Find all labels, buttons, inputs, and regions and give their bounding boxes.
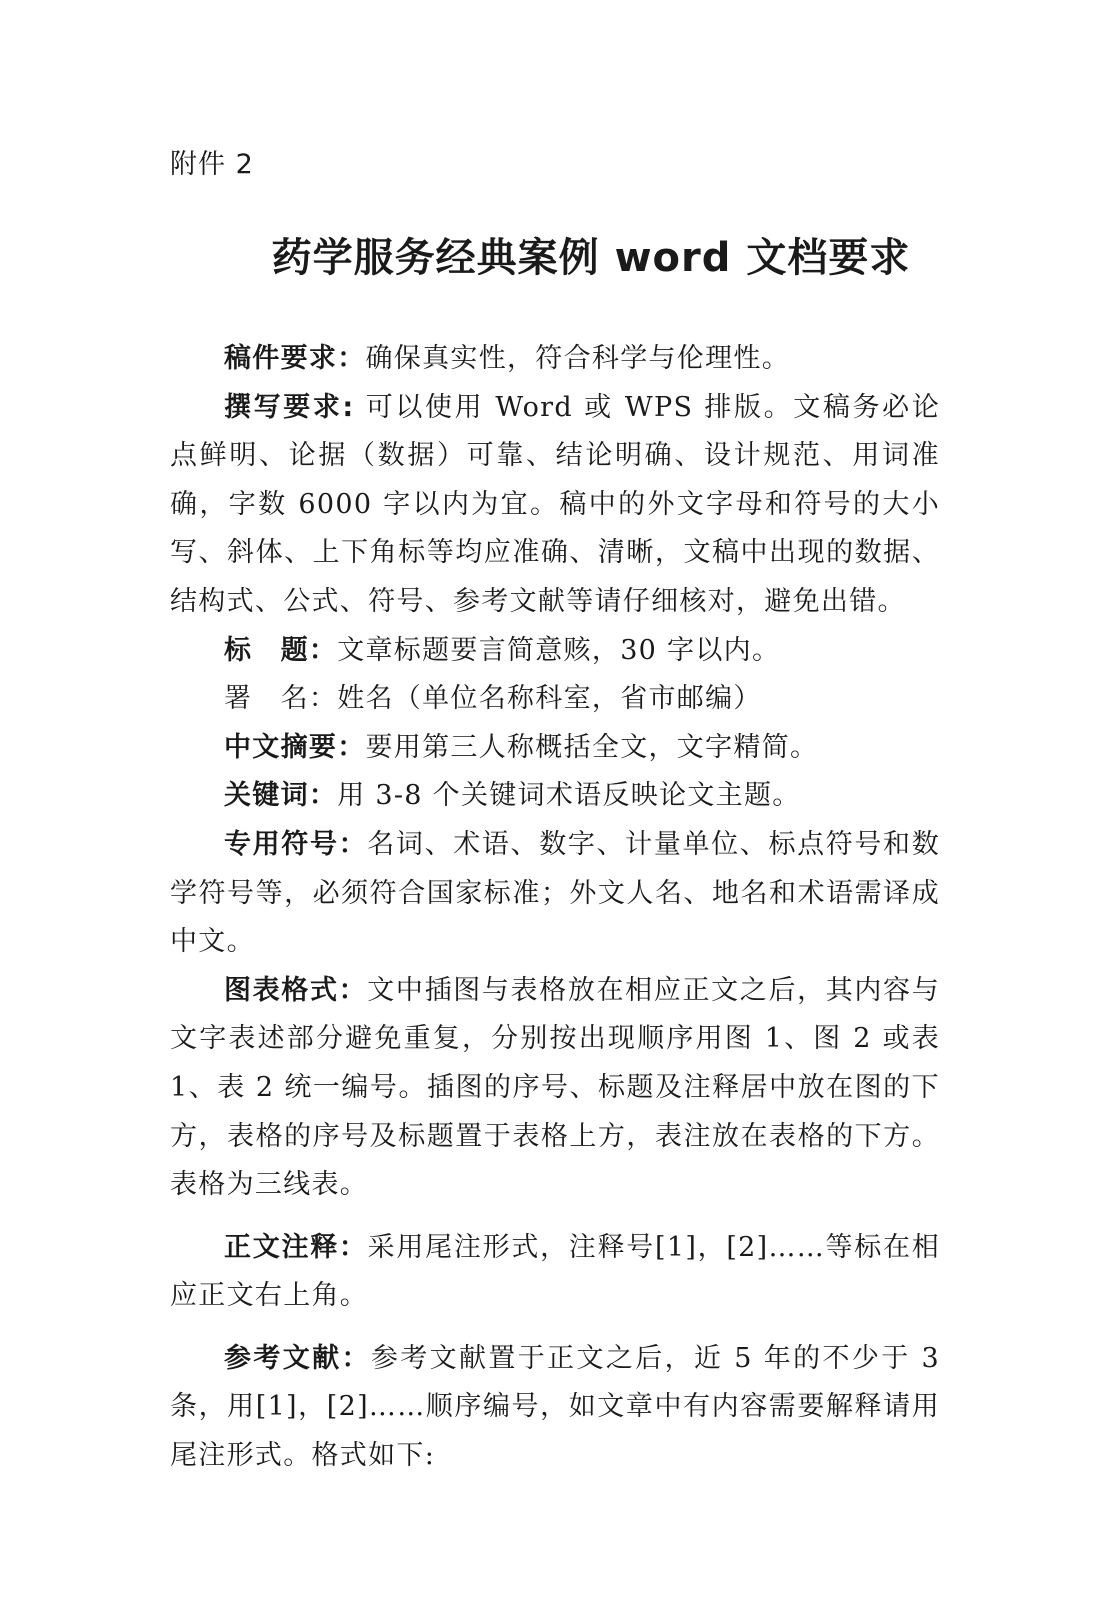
paragraph-text: 姓名（单位名称科室，省市邮编） — [337, 683, 762, 715]
paragraph-references — [170, 1335, 940, 1481]
paragraph-text: 可以使用 Word 或 WPS 排版。文稿务必论点鲜明、论据（数据）可靠、结论明确、设计规范、用词准确，字数 6000 字以内为宜。稿中的外文字母和符号的大小写、斜体、上下角标等均应准确、清晰，文稿中出现的数据、结构式、公式、符号、参考文献等请仔细核对，避免出错。 — [170, 391, 940, 617]
paragraph-text: 采用尾注形式，注释号[1]，[2]……等标在相应正文右上角。 — [170, 1231, 941, 1312]
paragraph-text: 要用第三人称概括全文，文字精简。 — [365, 731, 819, 763]
paragraph-label: 图表格式： — [224, 974, 368, 1006]
paragraph-text: 用 3-8 个关键词术语反映论文主题。 — [337, 780, 801, 812]
paragraph-text: 参考文献置于正文之后，近 5 年的不少于 3 条，用[1]，[2]……顺序编号，如文章中有内容需要解释请用尾注形式。格式如下: — [170, 1342, 940, 1472]
paragraph-text: 名词、术语、数字、计量单位、标点符号和数学符号等，必须符合国家标准；外文人名、地名和术语需译成中文。 — [170, 828, 941, 958]
document-body — [170, 335, 940, 1481]
paragraph-writing-requirements — [170, 384, 940, 627]
paragraph-title — [170, 627, 940, 676]
paragraph-label: 专用符号： — [224, 828, 368, 860]
paragraph-label: 稿件要求： — [224, 343, 366, 374]
paragraph-text: 文章标题要言简意赅，30 字以内。 — [337, 634, 781, 666]
document-title: 药学服务经典案例 word 文档要求 — [271, 235, 911, 281]
paragraph-label: 关键词： — [224, 780, 338, 812]
paragraph-keywords — [170, 772, 940, 821]
paragraph-label: 标 题： — [224, 634, 338, 666]
paragraph-label: 正文注释： — [224, 1231, 368, 1263]
paragraph-label: 撰写要求: — [224, 391, 355, 423]
paragraph-label: 参考文献： — [224, 1342, 371, 1374]
paragraph-figure-table-format — [170, 967, 940, 1210]
paragraph-text: 确保真实性，符合科学与伦理性。 — [365, 343, 790, 374]
paragraph-signature — [170, 675, 940, 724]
paragraph-label: 中文摘要： — [224, 731, 366, 763]
attachment-label: 附件 2 — [170, 149, 254, 180]
paragraph-chinese-abstract — [170, 724, 940, 773]
paragraph-body-notes — [170, 1224, 940, 1321]
paragraph-text: 文中插图与表格放在相应正文之后，其内容与文字表述部分避免重复，分别按出现顺序用图 1、图 2 或表 1、表 2 统一编号。插图的序号、标题及注释居中放在图的下方，表格的序号及标题置于表格上方，表注放在表格的下方。表格为三线表。 — [170, 974, 941, 1201]
paragraph-manuscript-requirements — [170, 335, 940, 384]
paragraph-special-symbols — [170, 821, 940, 967]
paragraph-label: 署 名： — [224, 683, 338, 715]
